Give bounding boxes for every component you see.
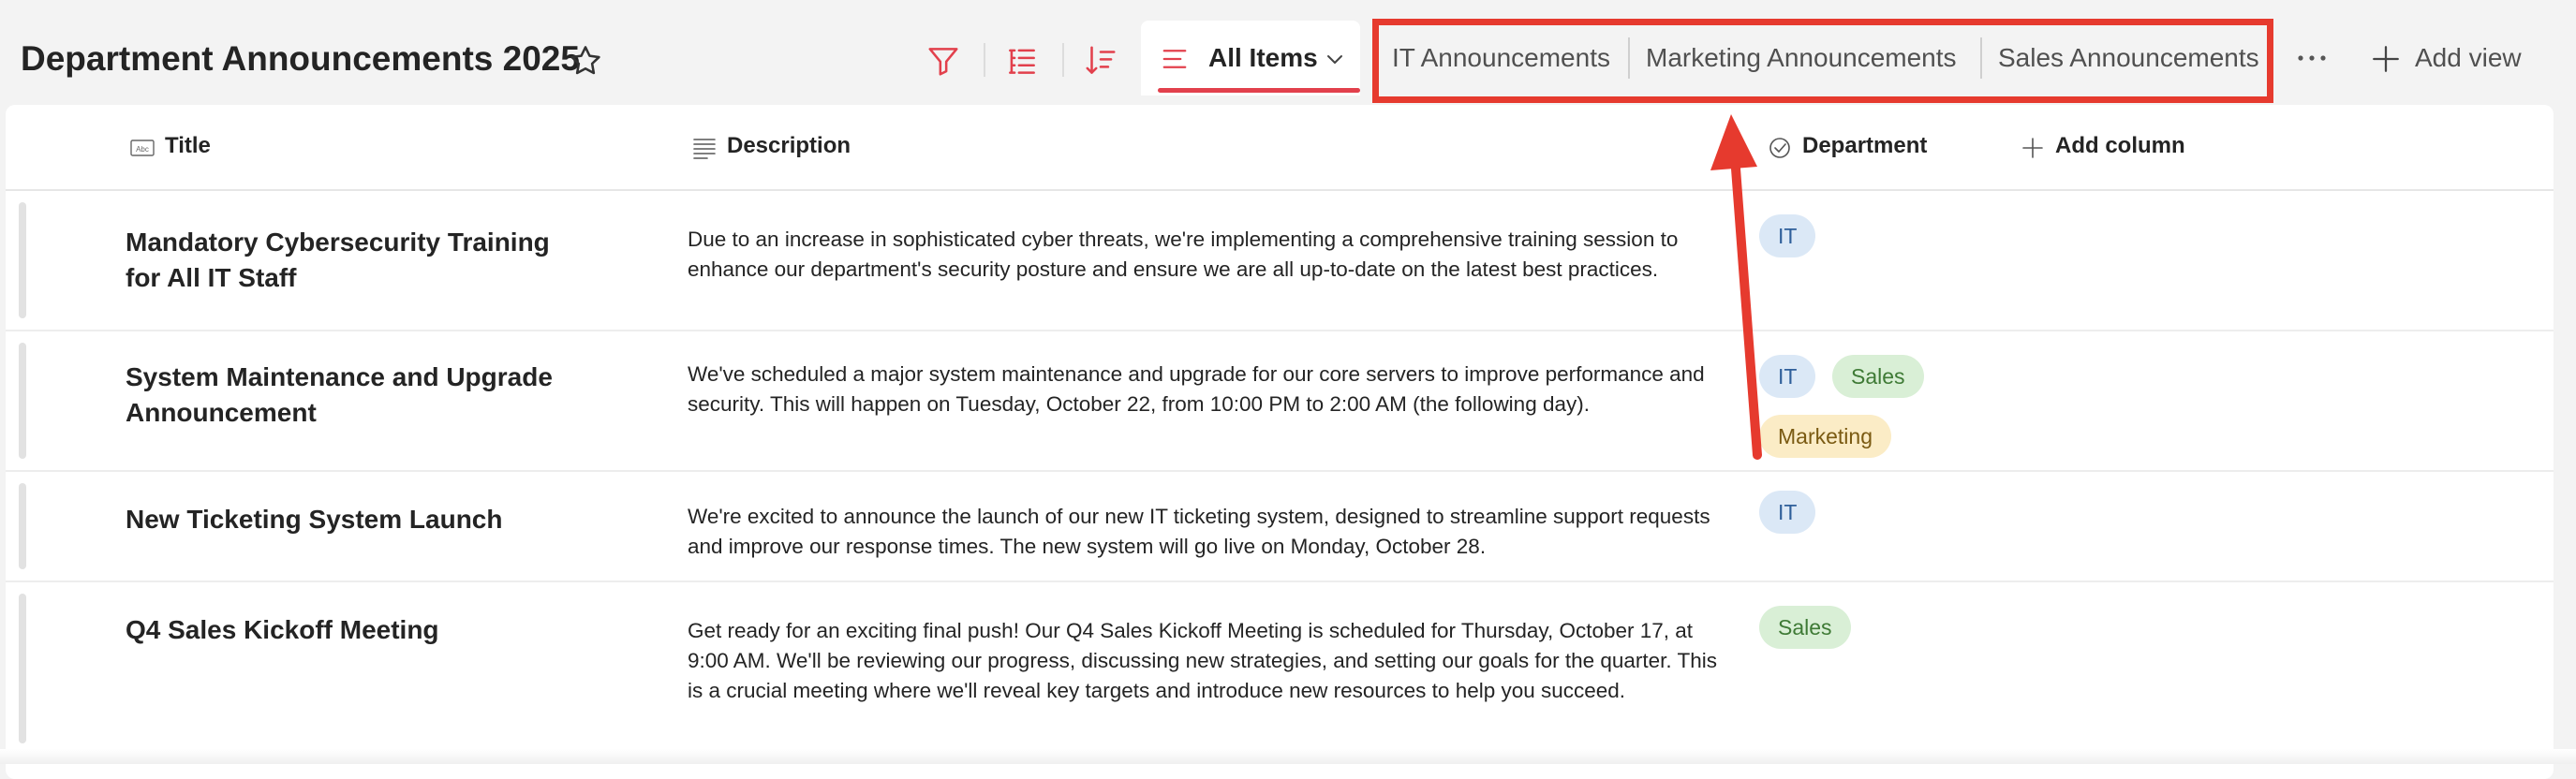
view-tab-label: All Items [1208, 43, 1318, 72]
view-tab-it-announcements[interactable]: IT Announcements [1392, 43, 1610, 72]
row-selection-handle[interactable] [19, 202, 26, 318]
svg-text:Abc: Abc [136, 145, 149, 154]
row-selection-handle[interactable] [19, 483, 26, 569]
sort-icon[interactable] [1083, 43, 1118, 79]
bottom-edge [0, 749, 2576, 764]
row-title[interactable]: New Ticketing System Launch [126, 505, 503, 534]
view-tab-divider [1628, 37, 1630, 79]
chevron-down-icon[interactable] [1325, 52, 1345, 67]
choice-icon [1767, 135, 1793, 161]
add-view-label: Add view [2415, 43, 2522, 72]
row-description: We're excited to announce the launch of our new IT ticketing system, designed to streamline support requests and improve our response times. The new system will go live on Monday, October 28. [688, 505, 1710, 558]
group-icon[interactable] [1004, 43, 1040, 79]
list-row[interactable] [6, 331, 2554, 472]
list-row[interactable] [6, 472, 2554, 582]
row-selection-handle[interactable] [19, 594, 26, 743]
multiline-text-icon [691, 135, 718, 161]
department-pill-sales: Sales [1832, 355, 1924, 398]
list-view-icon [1160, 45, 1190, 73]
row-title[interactable]: Q4 Sales Kickoff Meeting [126, 615, 439, 644]
department-pill-sales: Sales [1759, 606, 1851, 649]
row-description: We've scheduled a major system maintenance and upgrade for our core servers to improve performance and security. This will happen on Tuesday, October 22, from 10:00 PM to 2:00 AM (the following day). [688, 362, 1705, 416]
filter-icon[interactable] [925, 43, 961, 79]
list-card [6, 105, 2554, 779]
plus-icon [2020, 135, 2046, 161]
toolbar-divider [984, 43, 985, 77]
department-pill-marketing: Marketing [1759, 415, 1891, 458]
plus-icon [2370, 43, 2402, 75]
row-description: Get ready for an exciting final push! Our Q4 Sales Kickoff Meeting is scheduled for Thursday, October 17, at 9:00 AM. We'll be reviewing our progress, discussing new strategies, and setting our goals for the quarter. This is a crucial meeting where we'll reveal key targets and introduce new resources to help you succeed. [688, 619, 1718, 702]
view-tab-divider [1980, 37, 1982, 79]
view-tab-sales-announcements[interactable]: Sales Announcements [1998, 43, 2259, 72]
column-header-row: Abc Title Description Department Add column [6, 105, 2554, 191]
row-selection-handle[interactable] [19, 343, 26, 459]
command-bar [0, 0, 2576, 110]
view-tab-all-items[interactable] [1141, 21, 1360, 96]
text-field-icon [129, 135, 155, 161]
toolbar-divider [1062, 43, 1064, 77]
row-title[interactable]: Mandatory Cybersecurity Training for All IT Staff [126, 228, 550, 292]
list-row[interactable] [6, 582, 2554, 755]
page-title: Department Announcements 2025 [21, 39, 580, 78]
row-title[interactable]: System Maintenance and Upgrade Announcement [126, 362, 553, 427]
active-tab-indicator [1158, 88, 1360, 93]
list-row[interactable] [6, 191, 2554, 331]
star-icon[interactable] [568, 43, 603, 79]
department-pill-it: IT [1759, 491, 1815, 534]
more-options-icon[interactable] [2293, 41, 2331, 75]
view-tab-marketing-announcements[interactable]: Marketing Announcements [1646, 43, 1957, 72]
department-pill-it: IT [1759, 355, 1815, 398]
department-pill-it: IT [1759, 214, 1815, 257]
row-description: Due to an increase in sophisticated cyber threats, we're implementing a comprehensive training session to enhance our department's security posture and ensure we are all up-to-date on the latest best practices. [688, 228, 1679, 281]
